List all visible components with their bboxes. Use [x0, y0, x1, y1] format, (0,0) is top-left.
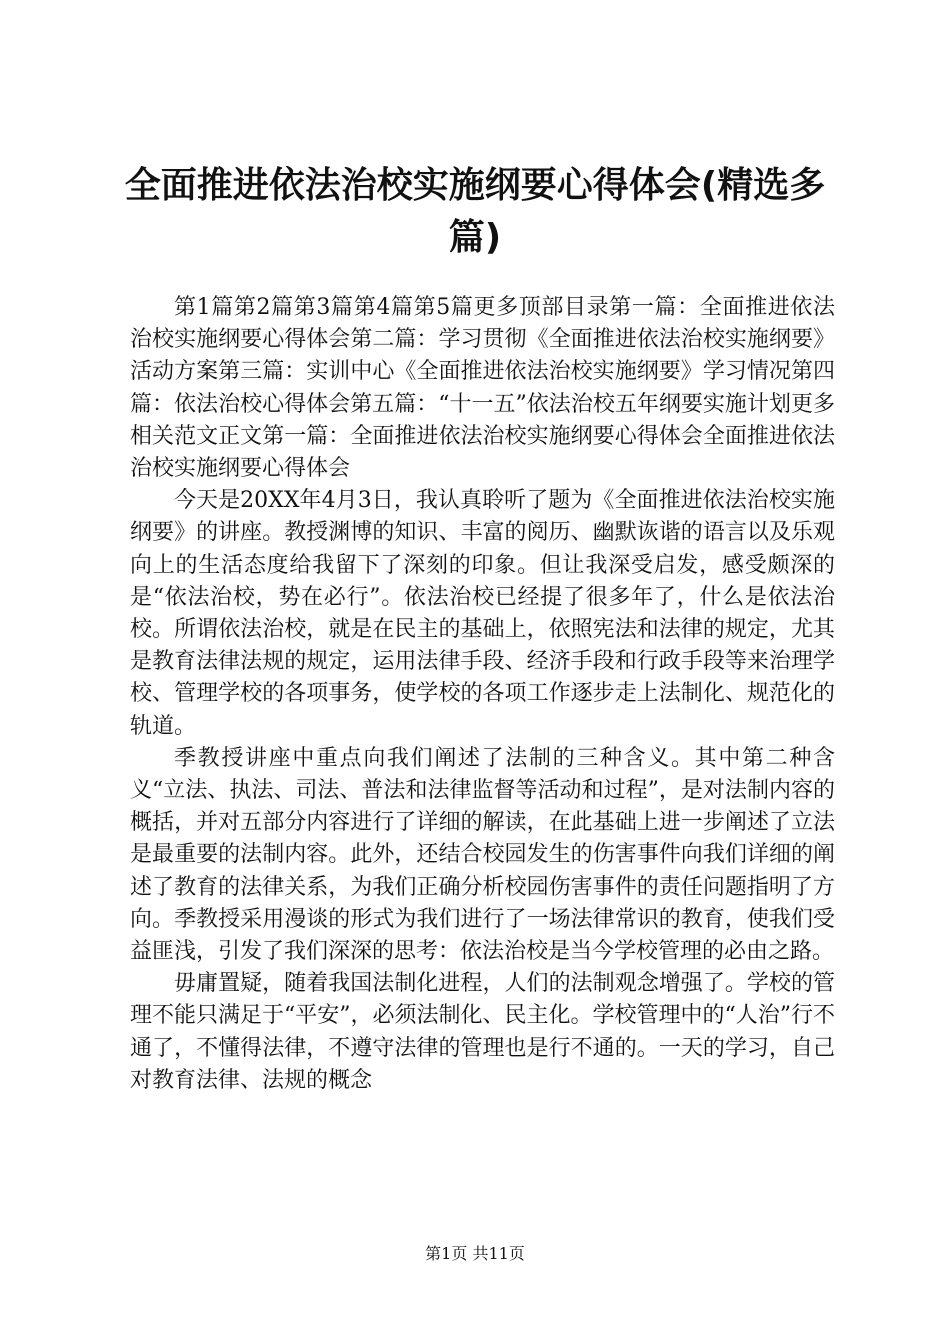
document-title: 全面推进依法治校实施纲要心得体会(精选多篇) [124, 165, 826, 258]
paragraph-toc: 第1篇第2篇第3篇第4篇第5篇更多顶部目录第一篇：全面推进依法治校实施纲要心得体会第二篇：学习贯彻《全面推进依法治校实施纲要》活动方案第三篇：实训中心《全面推进依法治校实施纲要》学习情况第四篇：依法治校心得体会第五篇：“十一五”依法治校五年纲要实施计划更多相关范文正文第一篇：全面推进依法治校实施纲要心得体会全面推进依法治校实施纲要心得体会 [130, 295, 835, 482]
document-body [130, 292, 835, 1097]
page-number-footer: 第1页 共11页 [425, 1244, 525, 1263]
paragraph-conclusion: 毋庸置疑，随着我国法制化进程，人们的法制观念增强了。学校的管理不能只满足于“平安”，必须法制化、民主化。学校管理中的“人治”行不通了，不懂得法律，不遵守法律的管理也是行不通的。一天的学习，自己对教育法律、法规的概念 [130, 971, 835, 1093]
paragraph-legal-system: 季教授讲座中重点向我们阐述了法制的三种含义。其中第二种含义“立法、执法、司法、普法和法律监督等活动和过程”，是对法制内容的概括，并对五部分内容进行了详细的解读，在此基础上进一步阐述了立法是最重要的法制内容。此外，还结合校园发生的伤害事件向我们详细的阐述了教育的法律关系，为我们正确分析校园伤害事件的责任问题指明了方向。季教授采用漫谈的形式为我们进行了一场法律常识的教育，使我们受益匪浅，引发了我们深深的思考：依法治校是当今学校管理的必由之路。 [130, 745, 835, 965]
paragraph-lecture-intro: 今天是20XX年4月3日，我认真聆听了题为《全面推进依法治校实施纲要》的讲座。教授渊博的知识、丰富的阅历、幽默诙谐的语言以及乐观向上的生活态度给我留下了深刻的印象。但让我深受启发，感受颇深的是“依法治校，势在必行”。依法治校已经提了很多年了，什么是依法治校。所谓依法治校，就是在民主的基础上，依照宪法和法律的规定，尤其是教育法律法规的规定，运用法律手段、经济手段和行政手段等来治理学校、管理学校的各项事务，使学校的各项工作逐步走上法制化、规范化的轨道。 [130, 488, 835, 739]
